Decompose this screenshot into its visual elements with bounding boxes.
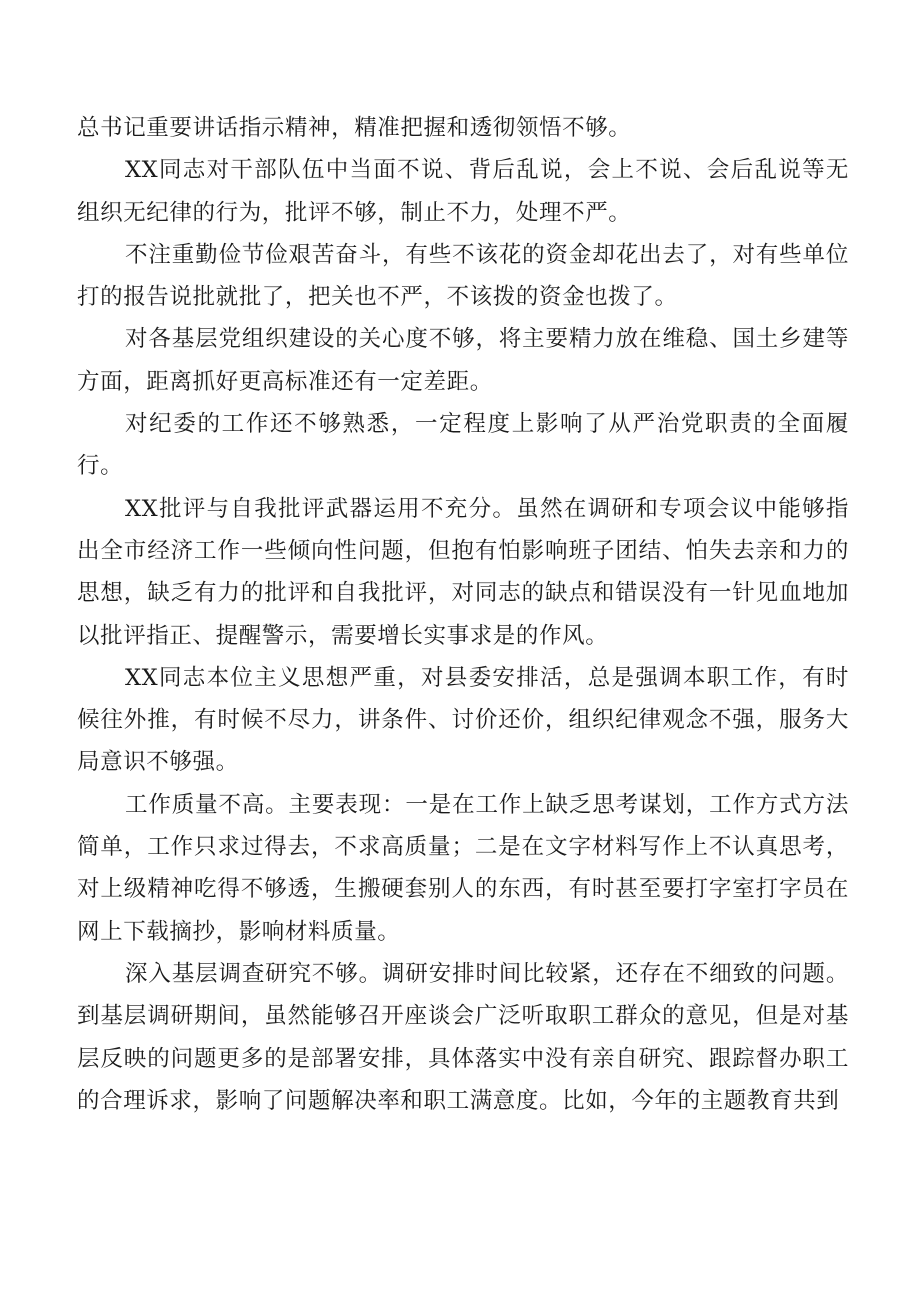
paragraph-3: 不注重勤俭节俭艰苦奋斗，有些不该花的资金却花出去了，对有些单位打的报告说批就批了，把关也不严，不该拨的资金也拨了。 [77,241,849,311]
paragraph-7: XX同志本位主义思想严重，对县委安排活，总是强调本职工作，有时候往外推，有时候不尽力，讲条件、讨价还价，组织纪律观念不强，服务大局意识不够强。 [77,664,849,776]
paragraph-9: 深入基层调查研究不够。调研安排时间比较紧，还存在不细致的问题。到基层调研期间，虽然能够召开座谈会广泛听取职工群众的意见，但是对基层反映的问题更多的是部署安排，具体落实中没有亲自研究、跟踪督办职工的合理诉求，影响了问题解决率和职工满意度。比如，今年的主题教育共到 [77,960,849,1114]
paragraph-2: XX同志对干部队伍中当面不说、背后乱说，会上不说、会后乱说等无组织无纪律的行为，批评不够，制止不力，处理不严。 [77,157,849,226]
paragraph-5: 对纪委的工作还不够熟悉，一定程度上影响了从严治党职责的全面履行。 [77,411,849,480]
paragraph-4: 对各基层党组织建设的关心度不够，将主要精力放在维稳、国土乡建等方面，距离抓好更高标准还有一定差距。 [77,326,849,395]
document-body [77,107,849,1122]
paragraph-1: 总书记重要讲话指示精神，精准把握和透彻领悟不够。 [77,115,632,141]
paragraph-8: 工作质量不高。主要表现：一是在工作上缺乏思考谋划，工作方式方法简单，工作只求过得去，不求高质量；二是在文字材料写作上不认真思考，对上级精神吃得不够透，生搬硬套别人的东西，有时甚至要打字室打字员在网上下载摘抄，影响材料质量。 [77,791,849,945]
paragraph-6: XX批评与自我批评武器运用不充分。虽然在调研和专项会议中能够指出全市经济工作一些倾向性问题，但抱有怕影响班子团结、怕失去亲和力的思想，缺乏有力的批评和自我批评，对同志的缺点和错误没有一针见血地加以批评指正、提醒警示，需要增长实事求是的作风。 [77,495,849,649]
